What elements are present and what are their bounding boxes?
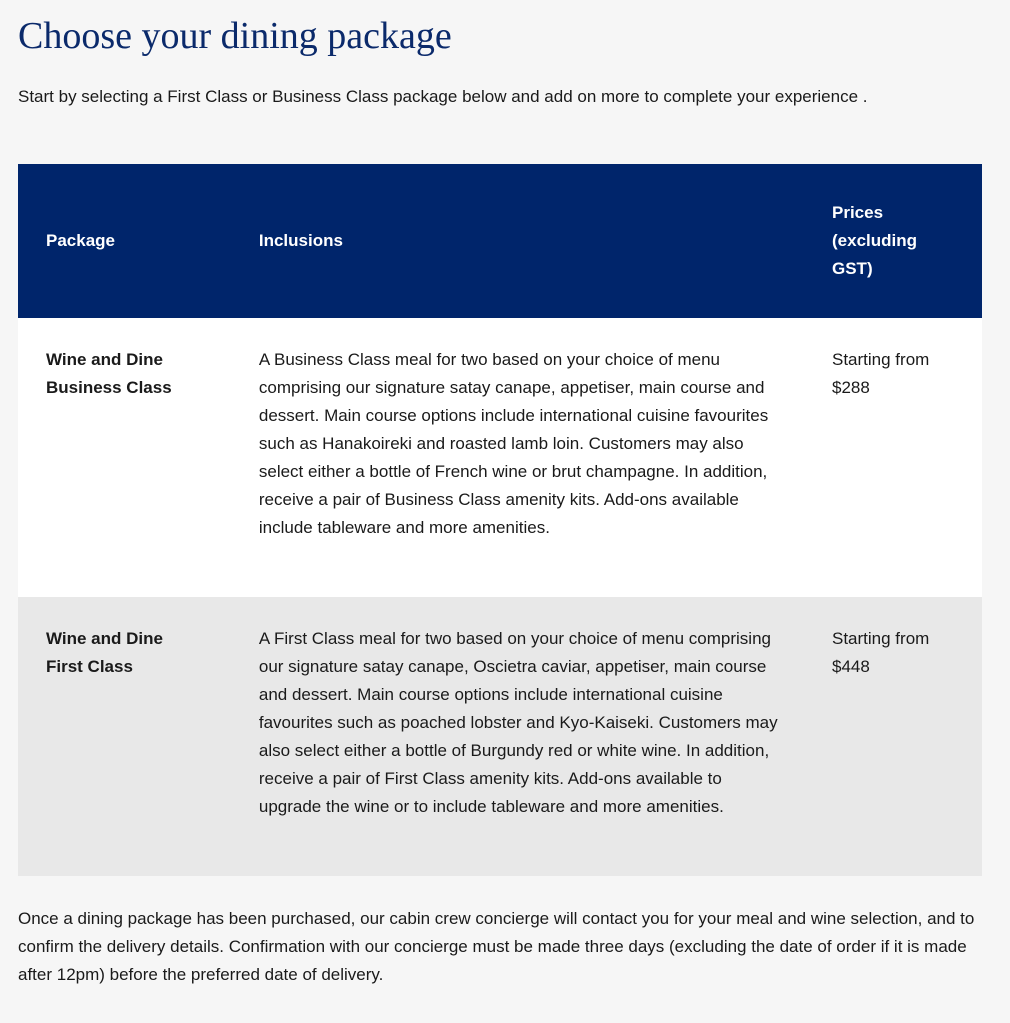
intro-text: Start by selecting a First Class or Business Class package below and add on more to complete your experience . — [18, 87, 868, 106]
package-cell — [18, 597, 259, 876]
inclusions-cell — [259, 597, 832, 876]
package-name: Wine and Dine Business Class — [46, 350, 172, 397]
page-title: Choose your dining package — [18, 15, 452, 57]
package-cell — [18, 318, 259, 597]
price-cell — [832, 318, 982, 597]
table-row — [18, 597, 982, 876]
header-inclusions: Inclusions — [259, 164, 832, 318]
outro-text: Once a dining package has been purchased, our cabin crew concierge will contact you for your meal and wine selection, and to confirm the delivery details. Confirmation with our concierge must be made three days (excluding the date of order if it is made after 12pm) before the preferred date of delivery. — [18, 909, 975, 984]
header-package: Package — [18, 164, 259, 318]
price-text: Starting from $288 — [832, 350, 930, 397]
package-table — [18, 164, 982, 876]
inclusions-text: A Business Class meal for two based on your choice of menu comprising our signature satay canape, appetiser, main course and dessert. Main course options include international cuisine favourites such as Hanakoireki and roasted lamb loin. Customers may also select either a bottle of French wine or brut champagne. In addition, receive a pair of Business Class amenity kits. Add-ons available include tableware and more amenities. — [258, 350, 769, 537]
inclusions-cell — [259, 318, 832, 597]
table-row — [18, 318, 982, 597]
header-prices: Prices (excluding GST) — [832, 164, 982, 318]
package-name: Wine and Dine First Class — [46, 629, 163, 676]
price-cell — [832, 597, 982, 876]
table-header-row — [18, 164, 982, 318]
price-text: Starting from $448 — [832, 629, 930, 676]
inclusions-text: A First Class meal for two based on your choice of menu comprising our signature satay canape, Oscietra caviar, appetiser, main course and dessert. Main course options include international cuisine favourites such as poached lobster and Kyo-Kaiseki. Customers may also select either a bottle of Burgundy red or white wine. In addition, receive a pair of First Class amenity kits. Add-ons available to upgrade the wine or to include tableware and more amenities. — [258, 629, 778, 816]
